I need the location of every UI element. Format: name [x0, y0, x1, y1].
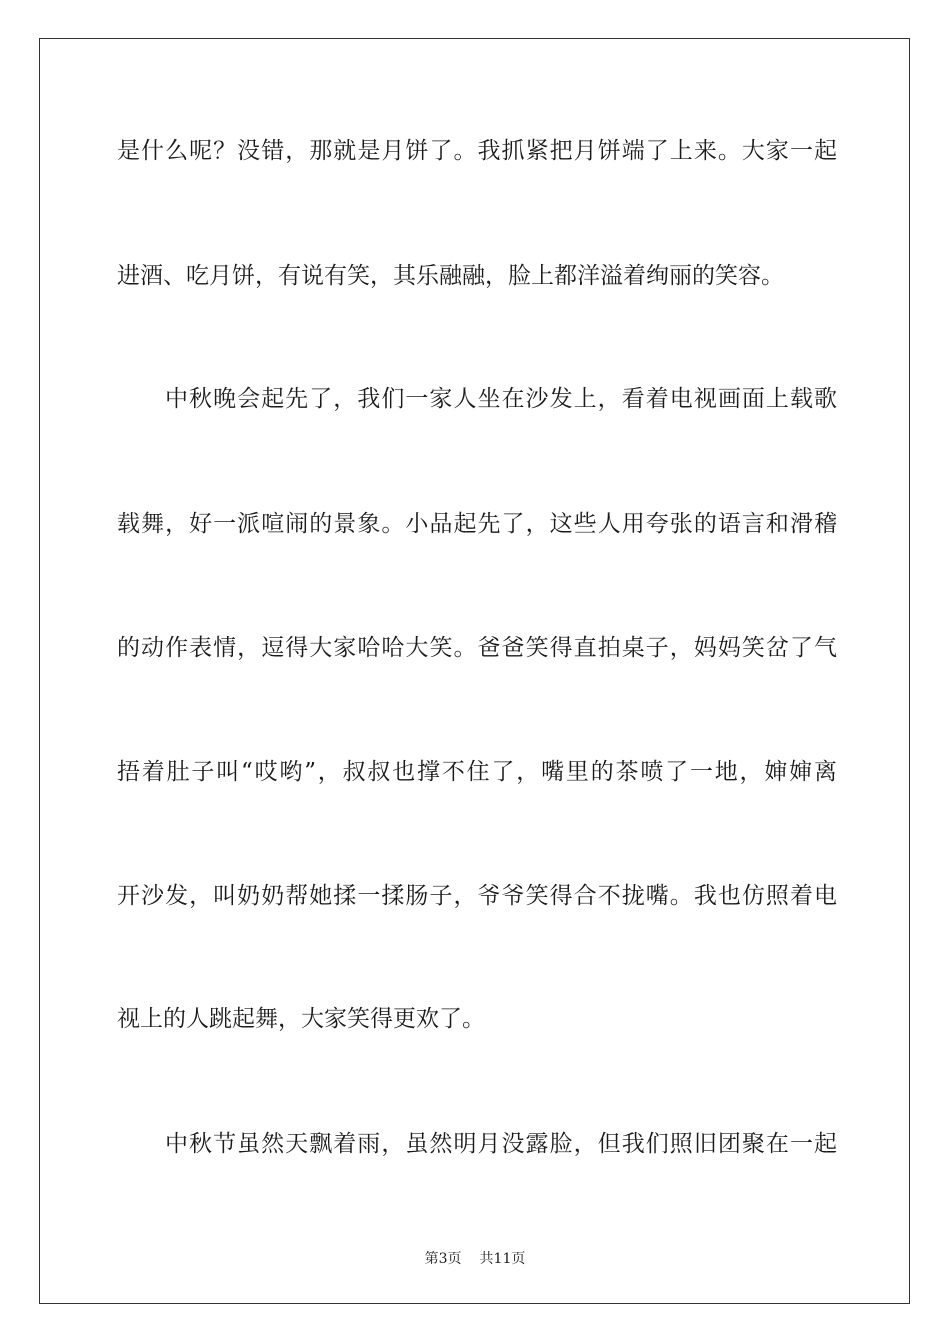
page-total: 共11页 [479, 1251, 526, 1267]
page-number: 第3页 [424, 1251, 462, 1267]
text-line-6: 捂着肚子叫“哎哟”，叔叔也撑不住了，嘴里的茶喷了一地，婶婶离 [117, 759, 837, 785]
page-border [39, 38, 910, 1304]
text-line-7: 开沙发，叫奶奶帮她揉一揉肠子，爷爷笑得合不拢嘴。我也仿照着电 [117, 883, 837, 909]
text-line-2: 进酒、吃月饼，有说有笑，其乐融融，脸上都洋溢着绚丽的笑容。 [117, 263, 784, 289]
text-line-9: 中秋节虽然天飘着雨，虽然明月没露脸，但我们照旧团聚在一起 [165, 1131, 837, 1157]
text-line-3: 中秋晚会起先了，我们一家人坐在沙发上，看着电视画面上载歌 [165, 386, 837, 412]
text-line-1: 是什么呢？没错，那就是月饼了。我抓紧把月饼端了上来。大家一起 [117, 138, 837, 164]
text-line-4: 载舞，好一派喧闹的景象。小品起先了，这些人用夸张的语言和滑稽 [117, 511, 837, 537]
text-line-5: 的动作表情，逗得大家哈哈大笑。爸爸笑得直拍桌子，妈妈笑岔了气 [117, 635, 837, 661]
page-footer [0, 1248, 950, 1268]
text-line-8: 视上的人跳起舞，大家笑得更欢了。 [117, 1006, 485, 1032]
